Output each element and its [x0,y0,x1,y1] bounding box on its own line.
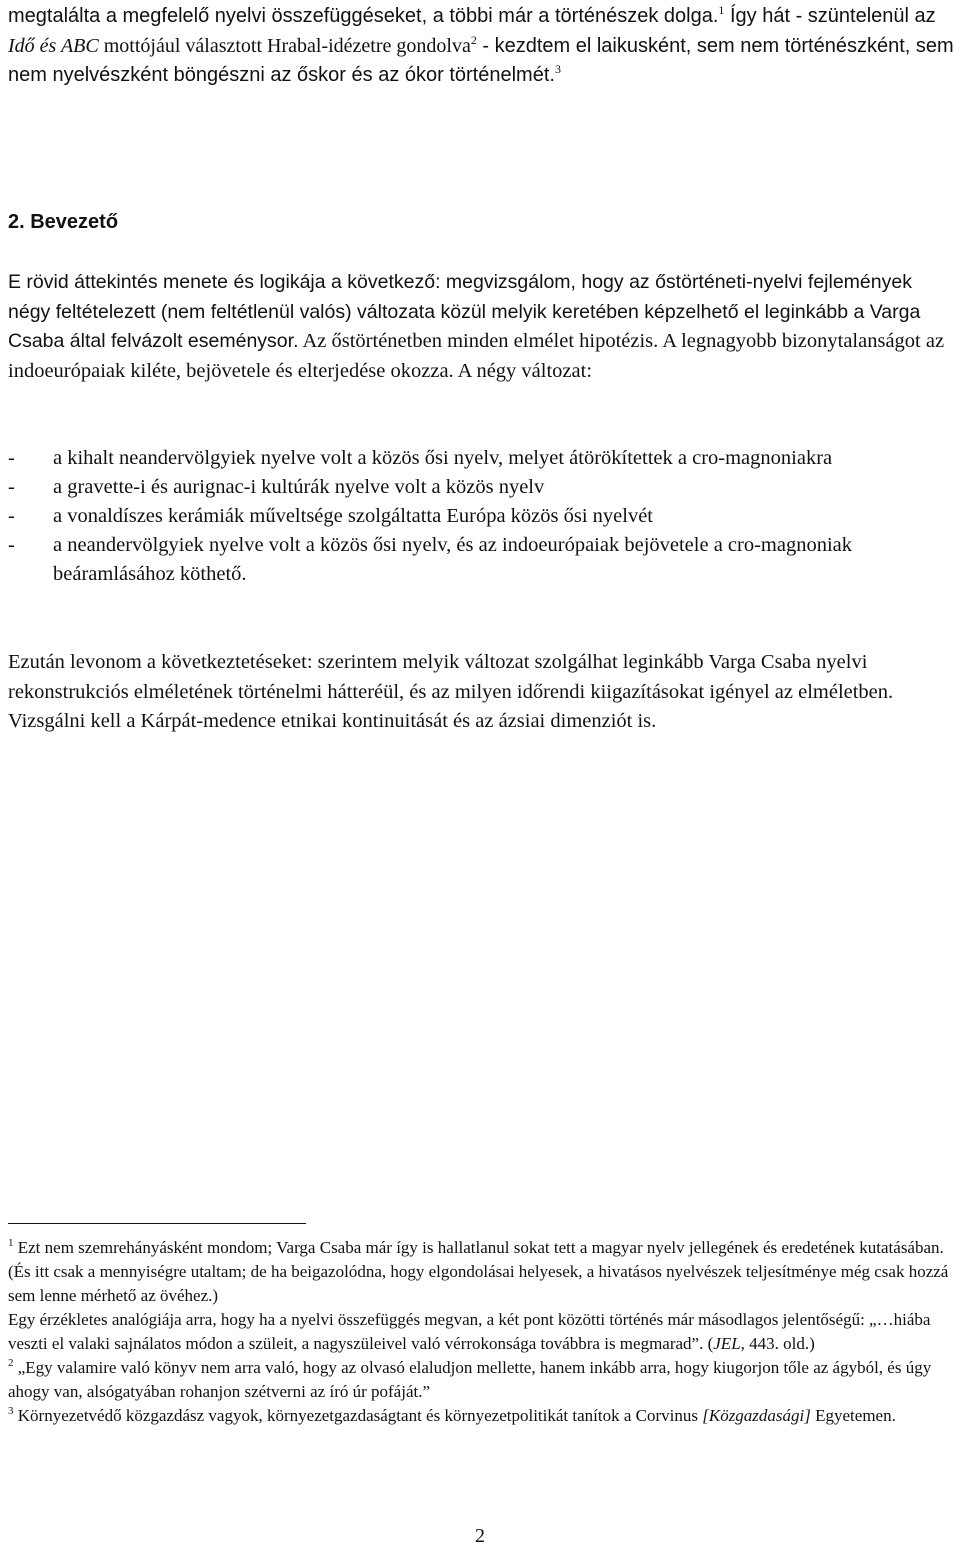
text-run: megtalálta a megfelelő nyelvi összefüggéseket, a többi már a történészek dolga. [8,5,719,27]
list-dash: - [8,505,15,527]
text-run: - kezdtem el laikusként, sem nem történészként, sem nem nyelvészként böngészni az őskor és az ókor történelmét. [8,34,954,86]
intro-paragraph [8,268,954,386]
conclusion-paragraph: Ezután levonom a következtetéseket: szerintem melyik változat szolgálhat leginkább Varga Csaba nyelvi rekonstrukciós elméletének történelmi hátteréül, és az milyen időrendi kiigazításokat igényel az elméletben. Vizsgálni kell a Kárpát-medence etnikai kontinuitását és az ázsiai dimenziót is. [8,651,894,732]
footnote-2 [8,1356,958,1404]
list-item-text: a gravette-i és aurignac-i kultúrák nyelve volt a közös nyelv [53,476,545,498]
footnote-text: Környezetvédő közgazdász vagyok, környezetgazdaságtant és környezetpolitikát tanítok a Corvinus [13,1406,703,1425]
footnote-1-continuation [8,1308,958,1356]
footnote-text: Egyetemen. [810,1406,896,1425]
list-item-text: a vonaldíszes kerámiák műveltsége szolgáltatta Európa közös ősi nyelvét [53,505,654,527]
footnote-3 [8,1404,958,1428]
footnote-text: Ezt nem szemrehányásként mondom; Varga Csaba már így is hallatlanul sokat tett a magyar nyelv jellegének és eredetének kutatásában. (És itt csak a mennyiségre utaltam; de ha beigazolódna, hogy elgondolásai helyesek, a hivatásos nyelvészek teljesítménye még csak hozzá sem lenne mérhető az övéhez.) [8,1238,949,1305]
list-item [8,444,954,473]
footnotes [8,1236,958,1428]
footnote-ref-3[interactable]: 3 [554,62,561,76]
footnote-separator [8,1223,306,1224]
text-run: mottójául választott Hrabal-idézetre gondolva [98,34,471,57]
list-item-text: a neandervölgyiek nyelve volt a közös ősi nyelv, és az indoeurópaiak bejövetele a cro-magnoniak beáramlásához köthető. [53,534,853,585]
list-dash: - [8,447,15,469]
footnote-number: 3 [8,1405,14,1417]
footnote-number: 1 [8,1237,14,1249]
book-title: Idő és ABC [8,34,99,57]
paragraph-continuation [8,2,954,91]
list-dash: - [8,476,15,498]
text-run: Így hát - szüntelenül az [724,5,936,27]
text-run: E rövid áttekintés menete és logikája a következő: megvizsgálom, hogy az őstörténeti-nyelvi fejlemények négy feltételezett (nem feltétlenül valós) változata közül melyik keretében képzelhető el leginkább a Varga Csaba által felvázolt eseménysor. [8,271,921,352]
list-dash: - [8,534,15,556]
section-heading: 2. Bevezető [8,211,119,233]
footnote-ref-2[interactable]: 2 [470,32,477,47]
footnote-ref-1[interactable]: 1 [718,3,725,17]
footnote-text: „Egy valamire való könyv nem arra való, hogy az olvasó elaludjon mellette, hanem inkább arra, hogy kiugorjon tőle az ágyból, és úgy ahogy van, alsógatyában rohanjon szétverni az író úr pofáját.” [8,1358,932,1401]
footnote-text: Egy érzékletes analógiája arra, hogy ha a nyelvi összefüggés megvan, a két pont közötti történés már másodlagos jelentőségű: „…hiába veszti el valaki sajnálatos módon a szüleit, a nagyszüleivel való vérrokonsága továbbra is megmarad”. ( [8,1310,931,1353]
list-item [8,473,954,502]
list-item [8,502,954,531]
page-number: 2 [475,1525,485,1547]
list-item [8,531,954,589]
list-item-text: a kihalt neandervölgyiek nyelve volt a közös ősi nyelv, melyet átörökítettek a cro-magnoniakra [53,447,833,469]
variants-list [8,444,954,589]
footnote-1 [8,1236,958,1308]
text-run: Az őstörténetben minden elmélet hipotézis. A legnagyobb bizonytalanságot az indoeurópaiak kiléte, bejövetele és elterjedése okozza. A négy változat: [8,330,945,382]
source-abbrev: JEL [713,1334,741,1353]
footnote-text: , 443. old.) [740,1334,815,1353]
footnote-number: 2 [8,1357,14,1369]
footnote-italic: [Közgazdasági] [702,1406,811,1425]
